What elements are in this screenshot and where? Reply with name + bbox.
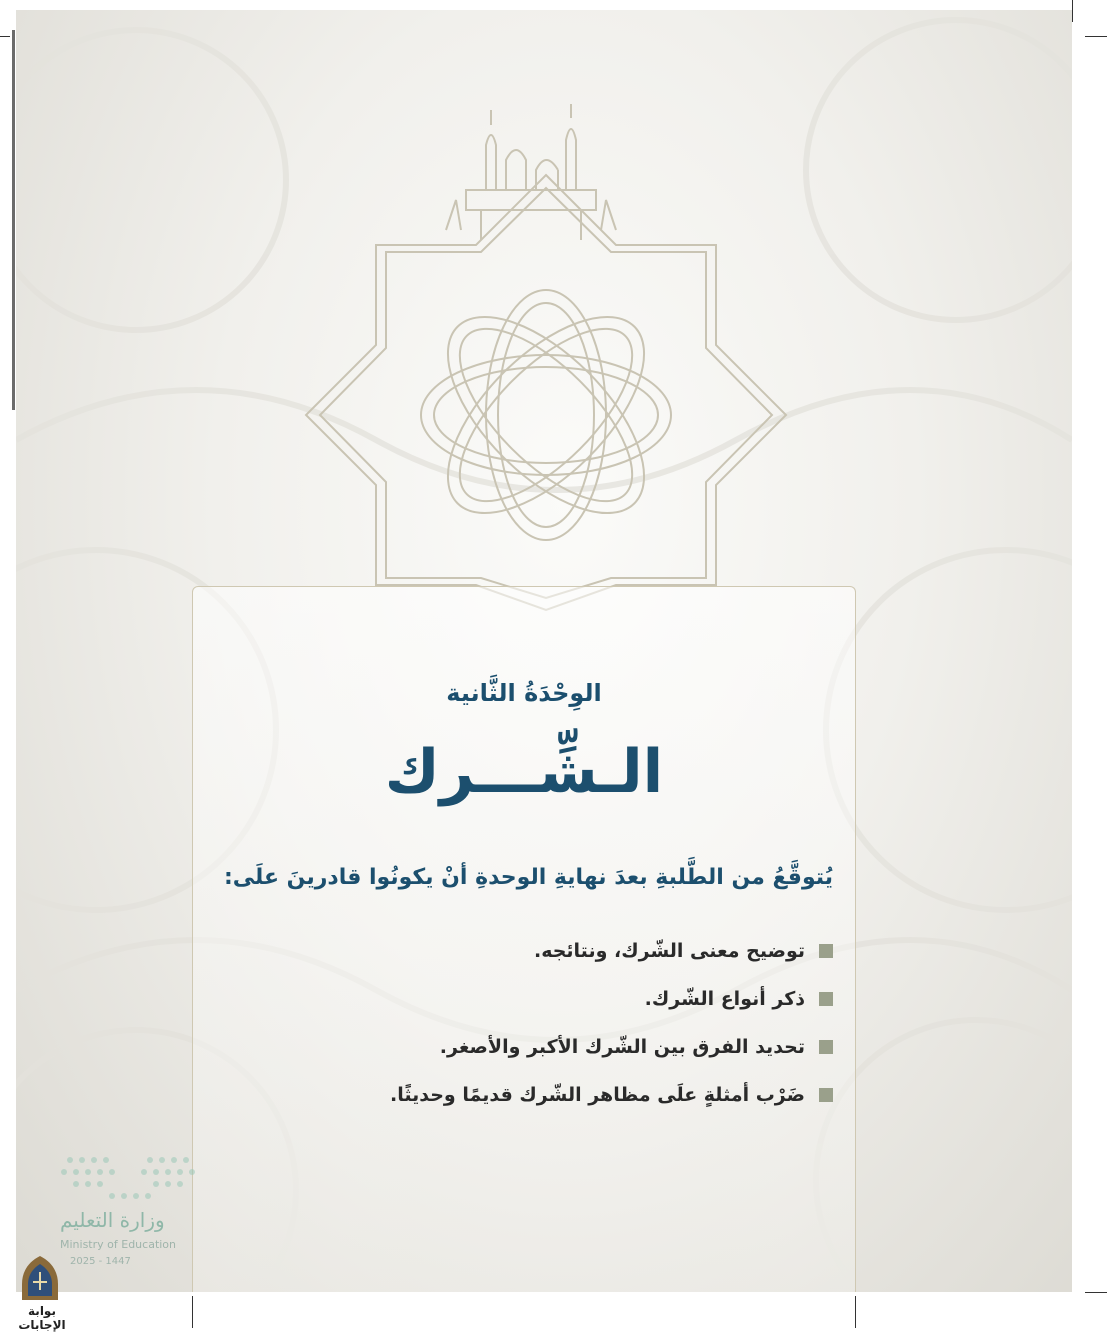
objective-item xyxy=(233,975,833,1023)
spine-edge xyxy=(12,30,15,410)
objective-text: ضَرْب أمثلةٍ علَى مظاهر الشّرك قديمًا وحديثًا. xyxy=(390,1084,805,1106)
crop-mark xyxy=(855,1296,856,1328)
square-bullet-icon xyxy=(819,1088,833,1102)
portal-label: بوابة الإجابات xyxy=(18,1304,66,1332)
objectives-list xyxy=(233,927,833,1119)
crop-mark xyxy=(1072,0,1073,22)
square-bullet-icon xyxy=(819,1040,833,1054)
objectives-intro: يُتوقَّعُ من الطَّلبةِ بعدَ نهايةِ الوحدةِ أنْ يكونُوا قادرينَ علَى: xyxy=(223,865,833,890)
mosque-star-ornament xyxy=(296,100,796,630)
ministry-name-ar: وزارة التعليم xyxy=(60,1208,165,1232)
unit-label: الوِحْدَةُ الثَّانية xyxy=(446,679,602,707)
crop-mark xyxy=(0,36,10,37)
crop-mark xyxy=(1085,36,1107,37)
square-bullet-icon xyxy=(819,944,833,958)
crop-mark xyxy=(1085,1292,1107,1293)
unit-title: الـشِّـــرك xyxy=(384,737,664,807)
objective-item xyxy=(233,1071,833,1119)
objective-text: ذكر أنواع الشّرك. xyxy=(644,988,805,1010)
square-bullet-icon xyxy=(819,992,833,1006)
unit-panel xyxy=(192,586,856,1292)
page xyxy=(16,10,1072,1292)
objective-item xyxy=(233,927,833,975)
crop-mark xyxy=(192,1296,193,1328)
objective-text: توضيح معنى الشّرك، ونتائجه. xyxy=(533,940,805,962)
objective-text: تحديد الفرق بين الشّرك الأكبر والأصغر. xyxy=(439,1036,805,1058)
objective-item xyxy=(233,1023,833,1071)
ministry-year: 2025 - 1447 xyxy=(70,1256,131,1267)
ministry-name-en: Ministry of Education xyxy=(60,1238,177,1251)
